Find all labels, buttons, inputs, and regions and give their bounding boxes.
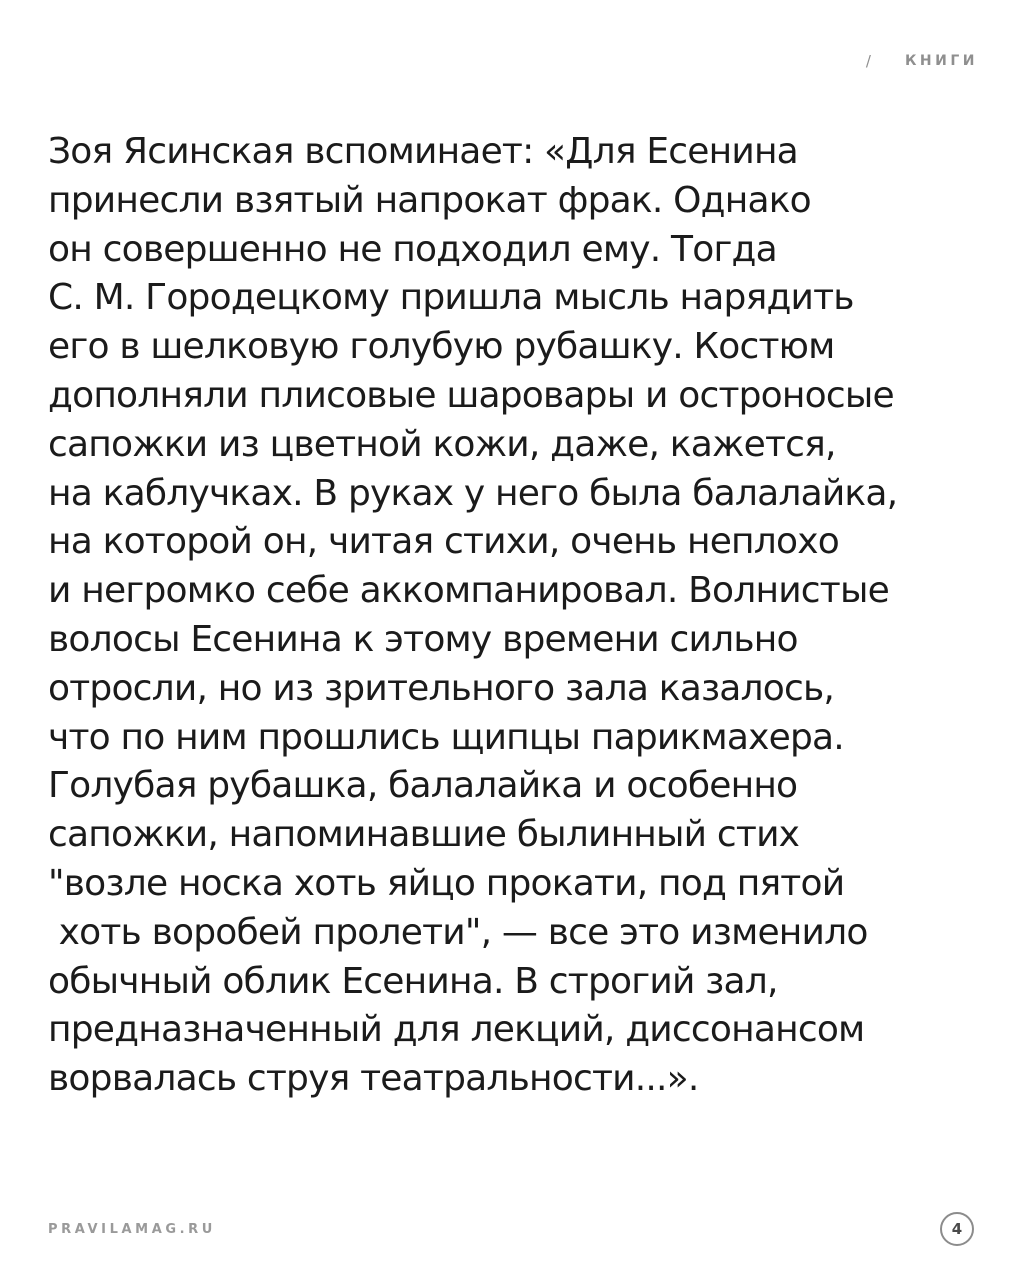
body-line: волосы Есенина к этому времени сильно bbox=[48, 618, 798, 660]
body-line: на каблучках. В руках у него была балалайка, bbox=[48, 472, 898, 514]
body-line: отросли, но из зрительного зала казалось, bbox=[48, 667, 835, 709]
page-number: 4 bbox=[951, 1220, 963, 1238]
body-line: Голубая рубашка, балалайка и особенно bbox=[48, 765, 798, 807]
body-line: С. М. Городецкому пришла мысль нарядить bbox=[48, 277, 854, 319]
body-line: хоть воробей пролети", — все это изменило bbox=[48, 911, 868, 953]
body-line: на которой он, читая стихи, очень неплохо bbox=[48, 521, 839, 563]
body-line: и негромко себе аккомпанировал. Волнистые bbox=[48, 570, 889, 612]
section-label: КНИГИ bbox=[904, 53, 978, 69]
body-line: Зоя Ясинская вспоминает: «Для Есенина bbox=[48, 131, 798, 172]
site-url: PRAVILAMAG.RU bbox=[48, 1222, 216, 1237]
page-number-badge bbox=[940, 1212, 974, 1246]
body-line: что по ним прошлись щипцы парикмахера. bbox=[48, 716, 844, 758]
body-line: принесли взятый напрокат фрак. Однако bbox=[48, 179, 811, 221]
article-body bbox=[48, 128, 978, 1104]
body-line: сапожки, напоминавшие былинный стих bbox=[48, 814, 800, 856]
body-line: "возле носка хоть яйцо прокати, под пятой bbox=[48, 862, 845, 904]
body-line: ворвалась струя театральности...». bbox=[48, 1058, 699, 1100]
body-line: его в шелковую голубую рубашку. Костюм bbox=[48, 326, 835, 368]
header bbox=[866, 52, 978, 70]
body-line: предназначенный для лекций, диссонансом bbox=[48, 1009, 865, 1051]
body-line: обычный облик Есенина. В строгий зал, bbox=[48, 960, 778, 1002]
body-line: сапожки из цветной кожи, даже, кажется, bbox=[48, 423, 836, 465]
body-line: дополняли плисовые шаровары и остроносые bbox=[48, 374, 894, 416]
body-line: он совершенно не подходил ему. Тогда bbox=[48, 228, 777, 270]
header-separator: / bbox=[865, 52, 871, 70]
